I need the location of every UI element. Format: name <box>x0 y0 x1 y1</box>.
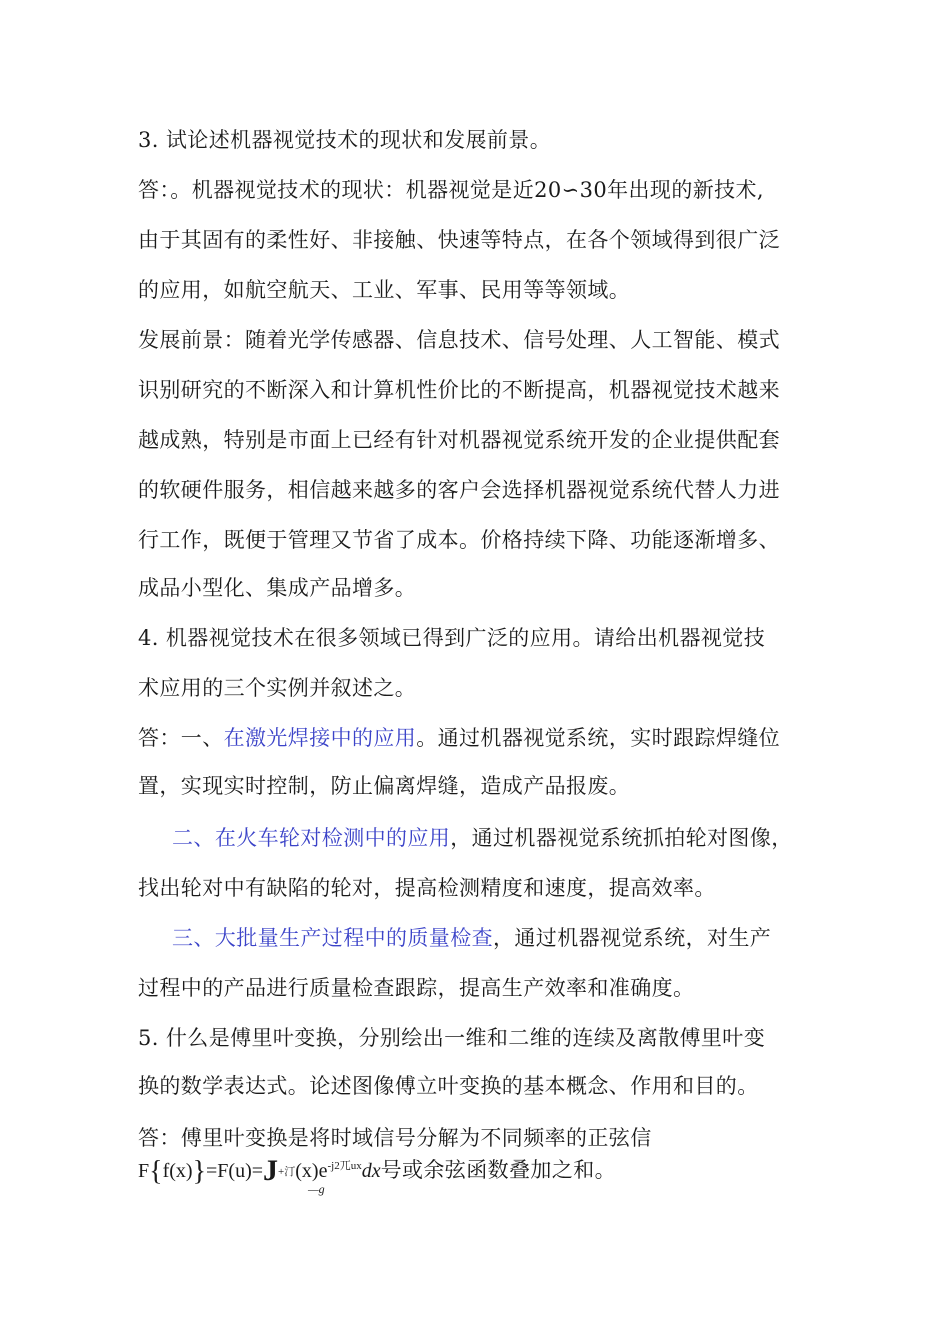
line-9: 行工作，既便于管理又节省了成本。价格持续下降、功能逐渐增多、 <box>138 528 780 552</box>
answer4-item3-line-1 <box>172 924 771 952</box>
formula-fx2: (x) <box>295 1160 319 1182</box>
fourier-formula <box>138 1154 616 1196</box>
formula-lower-limit: —g <box>308 1182 325 1196</box>
q5-line-1: 5. 什么是傅里叶变换，分别绘出一维和二维的连续及离散傅里叶变 <box>138 1026 766 1050</box>
item3-suffix: ，通过机器视觉系统，对生产 <box>493 926 772 950</box>
laser-welding-link[interactable]: 在激光焊接中的应用 <box>223 726 417 750</box>
answer4-item2-line-2: 找出轮对中有缺陷的轮对，提高检测精度和速度，提高效率。 <box>138 876 716 900</box>
formula-tail: 号或余弦函数叠加之和。 <box>380 1158 616 1182</box>
line-10: 成品小型化、集成产品增多。 <box>138 576 417 600</box>
answer4-item2-line-1 <box>172 824 793 852</box>
line-4: 的应用，如航空航天、工业、军事、民用等等领域。 <box>138 278 631 302</box>
quality-inspection-link[interactable]: 三、大批量生产过程中的质量检查 <box>172 926 493 950</box>
formula-dx: dx <box>361 1160 381 1182</box>
answer4-prefix: 答：一、 <box>138 726 224 750</box>
formula-e: e <box>318 1160 328 1182</box>
q5-line-2: 换的数学表达式。论述图像傅立叶变换的基本概念、作用和目的。 <box>138 1074 759 1098</box>
answer4-line-1 <box>138 724 780 752</box>
q5-answer: 答：傅里叶变换是将时域信号分解为不同频率的正弦信 <box>138 1126 652 1150</box>
answer4-suffix: 。通过机器视觉系统，实时跟踪焊缝位 <box>416 726 781 750</box>
answer4-line-2: 置，实现实时控制，防止偏离焊缝，造成产品报废。 <box>138 774 631 798</box>
formula-open-brace: { <box>149 1156 163 1187</box>
item2-suffix: ，通过机器视觉系统抓拍轮对图像， <box>450 826 793 850</box>
line-3: 由于其固有的柔性好、非接触、快速等特点，在各个领域得到很广泛 <box>138 228 780 252</box>
answer4-item3-line-2: 过程中的产品进行质量检查跟踪，提高生产效率和准确度。 <box>138 976 695 1000</box>
formula-eq: =F(u)= <box>206 1160 264 1182</box>
formula-close-brace: } <box>192 1156 207 1187</box>
line-8: 的软硬件服务，相信越来越多的客户会选择机器视觉系统代替人力进 <box>138 478 780 502</box>
item2-prefix: 二、 <box>172 826 215 850</box>
formula-upper-limit: +汀 <box>278 1166 296 1178</box>
line-7: 越成熟，特别是市面上已经有针对机器视觉系统开发的企业提供配套 <box>138 428 780 452</box>
line-1: 3. 试论述机器视觉技术的现状和发展前景。 <box>138 128 552 152</box>
formula-integral: J <box>263 1154 279 1187</box>
line-11: 4. 机器视觉技术在很多领域已得到广泛的应用。请给出机器视觉技 <box>138 626 766 650</box>
line-12: 术应用的三个实例并叙述之。 <box>138 676 417 700</box>
formula-f: F <box>138 1160 150 1182</box>
line-2: 答：。机器视觉技术的现状：机器视觉是近20∽30年出现的新技术, <box>138 178 765 202</box>
formula-exponent: -j2兀ux <box>327 1160 362 1172</box>
line-5: 发展前景：随着光学传感器、信息技术、信号处理、人工智能、模式 <box>138 328 780 352</box>
line-6: 识别研究的不断深入和计算机性价比的不断提高，机器视觉技术越来 <box>138 378 780 402</box>
train-wheel-link[interactable]: 在火车轮对检测中的应用 <box>214 826 451 850</box>
formula-fx: f(x) <box>162 1160 193 1182</box>
